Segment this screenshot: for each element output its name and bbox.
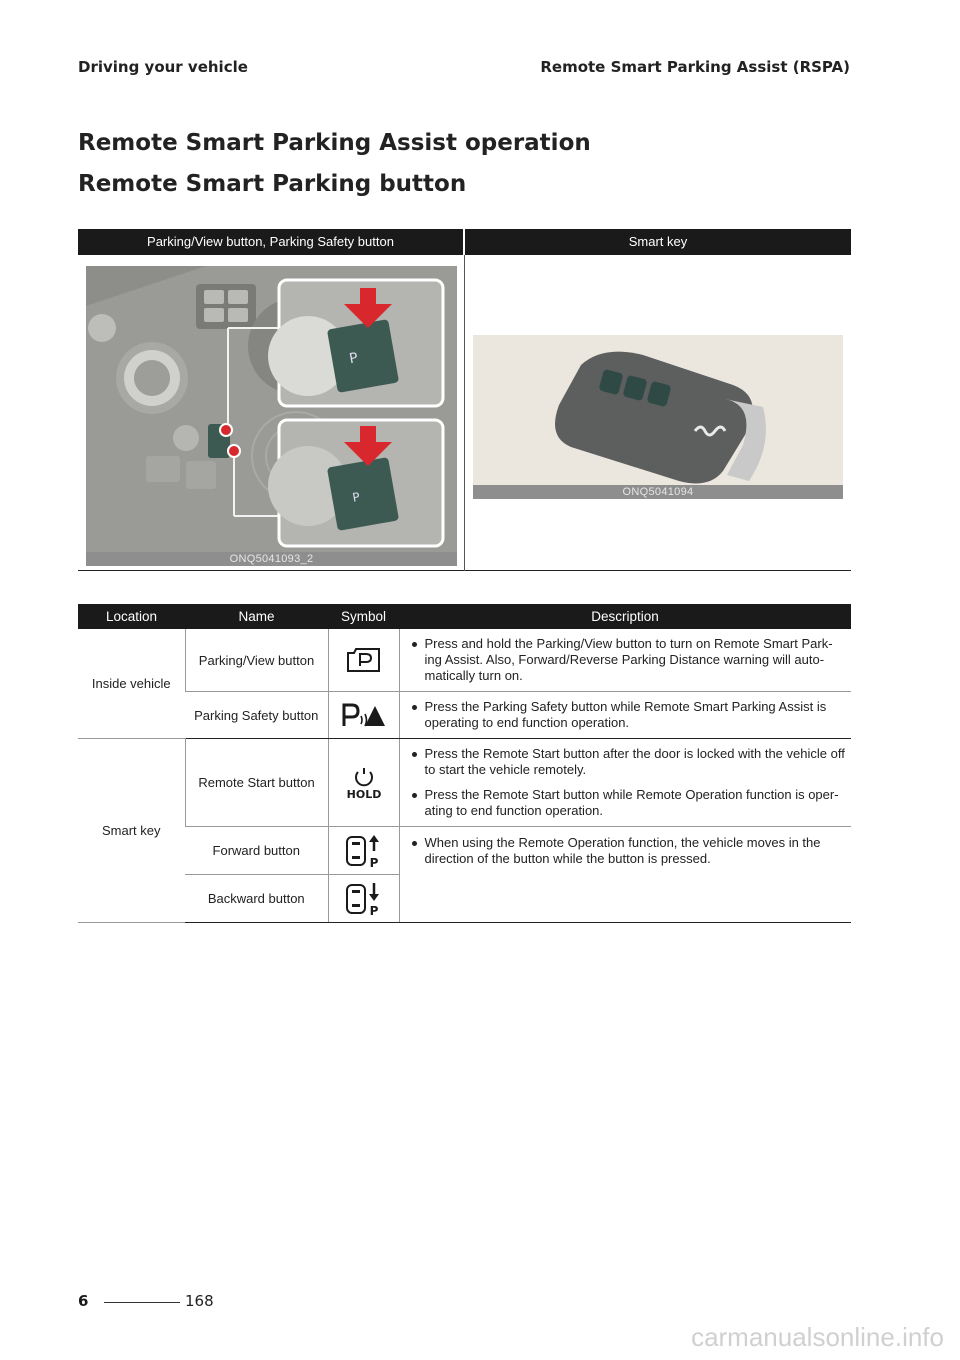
console-illustration: [86, 266, 457, 566]
row-name: Backward button: [185, 875, 328, 923]
description-bullet: Press and hold the Parking/View button to turn on Remote Smart Park-ing Assist. Also, Forward/Reverse Parking Distance warning will auto-matically turn on.: [408, 636, 846, 684]
symbol-cell: [328, 875, 399, 923]
figure-divider: [464, 255, 465, 571]
footer-divider: [104, 1302, 180, 1303]
forward-p-label: P: [369, 855, 378, 869]
section-title: Remote Smart Parking Assist operation: [78, 130, 591, 156]
forward-icon: [344, 833, 384, 869]
symbol-cell: [328, 692, 399, 739]
page-number: 168: [185, 1292, 214, 1310]
description-cell: [399, 629, 851, 692]
table-header-row: [78, 604, 851, 629]
smart-key-illustration: [473, 335, 843, 499]
parking-view-icon: [346, 647, 382, 673]
button-description-table: [78, 604, 851, 923]
symbol-cell: [328, 739, 399, 827]
description-bullet: Press the Parking Safety button while Remote Smart Parking Assist is operating to end function operation.: [408, 699, 846, 731]
table-row: [78, 827, 851, 875]
parking-safety-icon: [341, 702, 387, 728]
figure-caption-left: ONQ5041093_2: [86, 552, 457, 566]
subsection-title: Remote Smart Parking button: [78, 171, 467, 197]
description-cell: [399, 827, 851, 923]
row-name: Parking/View button: [185, 629, 328, 692]
symbol-cell: [328, 629, 399, 692]
location-smart-key: Smart key: [78, 739, 185, 923]
figure-header-left: Parking/View button, Parking Safety button: [78, 229, 463, 255]
svg-text:P: P: [351, 489, 361, 505]
watermark: carmanualsonline.info: [691, 1322, 944, 1352]
row-name: Forward button: [185, 827, 328, 875]
description-bullet: Press the Remote Start button after the door is locked with the vehicle off to start the vehicle remotely.: [408, 746, 846, 778]
figure-header-right: Smart key: [465, 229, 851, 255]
running-header-left: Driving your vehicle: [78, 58, 248, 76]
chapter-number: 6: [78, 1292, 89, 1310]
symbol-cell: [328, 827, 399, 875]
running-header-right: Remote Smart Parking Assist (RSPA): [540, 58, 850, 76]
remote-start-hold-icon: [344, 766, 384, 800]
table-row: [78, 629, 851, 692]
table-row: [78, 739, 851, 827]
smart-key-image: [473, 335, 843, 499]
svg-text:P: P: [347, 350, 360, 368]
col-header-symbol: Symbol: [328, 604, 399, 629]
figure-caption-right: ONQ5041094: [473, 485, 843, 499]
col-header-name: Name: [185, 604, 328, 629]
col-header-location: Location: [78, 604, 185, 629]
table-row: [78, 692, 851, 739]
description-bullet: When using the Remote Operation function, the vehicle moves in the direction of the button while the button is pressed.: [408, 835, 846, 867]
description-cell: [399, 739, 851, 827]
description-bullet: Press the Remote Start button while Remote Operation function is oper-ating to end function operation.: [408, 787, 846, 819]
console-buttons-illustration: [86, 266, 457, 566]
description-cell: [399, 692, 851, 739]
figure-table: [78, 229, 851, 571]
backward-icon: [344, 881, 384, 917]
col-header-description: Description: [399, 604, 851, 629]
hold-label: HOLD: [346, 787, 381, 800]
row-name: Parking Safety button: [185, 692, 328, 739]
row-name: Remote Start button: [185, 739, 328, 827]
backward-p-label: P: [369, 903, 378, 917]
location-inside-vehicle: Inside vehicle: [78, 629, 185, 739]
